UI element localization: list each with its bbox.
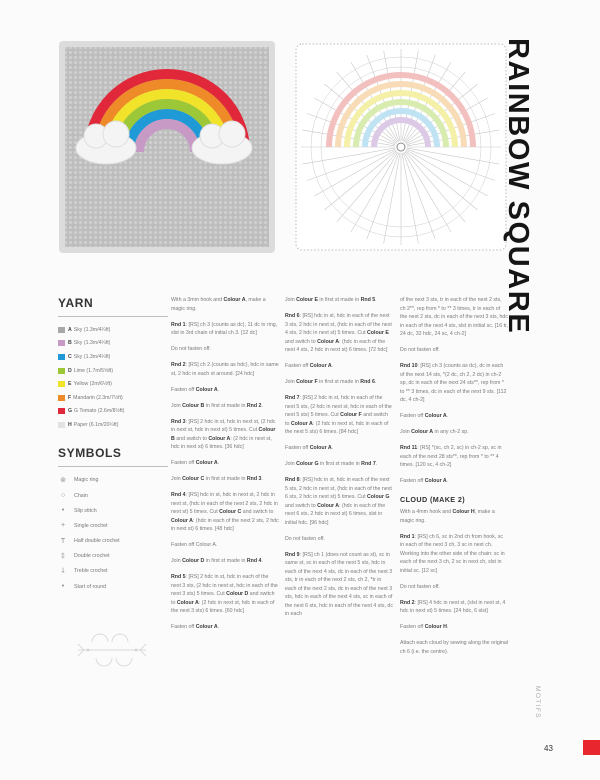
instruction-paragraph: Rnd 6: [RS] hdc in st, hdc in each of the next 3 sts, 2 hdc in next st, (hdc in each of the next 4 sts, 2 hdc in next st) 5 times. Cut Colour E and switch to Colour A: (hdc in each of the next 4 sts, 2 hdc in next st) 6 times. [72 hdc]	[285, 313, 392, 353]
cloud-chart-motif	[72, 630, 152, 670]
instruction-paragraph: Rnd 7: [RS] 2 hdc in st, hdc in each of the next 5 sts, (2 hdc in next st, hdc in each of the next 5 sts) 5 times. Cut Colour F and switch to Colour A: (2 hdc in next st, hdc in each of the next 5 sts) 6 times. [84 hdc]	[285, 395, 392, 435]
section-tab	[583, 740, 600, 755]
symbol-label: Treble crochet	[74, 568, 108, 575]
pattern-column-2	[285, 296, 393, 626]
yarn-swatch-icon	[58, 327, 65, 333]
stitch-symbol-icon: •	[61, 507, 65, 515]
stitch-symbol-icon: +	[60, 522, 66, 530]
instruction-paragraph: Fasten off Colour A.	[171, 624, 220, 630]
instruction-paragraph: Fasten off Colour A.	[285, 445, 334, 451]
instruction-paragraph: Rnd 4: [RS] hdc in st, hdc in next st, 2 hdc in next st, (hdc in each of the next 2 sts, 2 hdc in next st) 5 times. Cut Colour C and switch to Colour A: (hdc in each of the next 2 sts, 2 hdc in next st) 6 times. [48 hdc]	[171, 492, 279, 532]
yarn-swatch-icon	[58, 381, 65, 387]
instruction-paragraph: Fasten off Colour A.	[171, 386, 220, 393]
yarn-letter: G	[68, 408, 73, 415]
instruction-paragraph: Fasten off Colour A.	[171, 460, 220, 466]
yarn-item	[58, 418, 168, 432]
symbol-item	[58, 488, 168, 503]
stitch-symbol-icon: •	[61, 583, 65, 591]
instruction-paragraph: Join Colour C in first st made in Rnd 3.	[171, 476, 263, 482]
yarn-item	[58, 377, 168, 391]
symbol-label: Single crochet	[74, 522, 108, 529]
yarn-label: Sky (1.3m/4¼ft)	[73, 353, 111, 360]
symbol-label: Slip stitch	[74, 507, 97, 514]
yarn-letter: C	[68, 353, 72, 360]
stitch-symbol-icon: ○	[60, 492, 66, 500]
page-number: 43	[544, 744, 553, 753]
instruction-paragraph: Fasten off Colour A.	[285, 363, 334, 369]
crochet-chart-diagram	[292, 40, 510, 254]
instruction-paragraph: Rnd 9: [RS] ch 1 (does not count as st), sc in same st, sc in each of the next 5 sts, hdc in each of the next 4 sts, dc in each of the next 3 sts, tr in each of the next 2 sts, ch 2, *tr in each of the next 2 sts, dc in each of the next 3 sts, hdc in each of the next 4 sts, sc in each of the next 6 sts, hdc in each of the next 4 sts, dc in each	[285, 551, 393, 617]
yarn-swatch-icon	[58, 422, 65, 428]
yarn-label: G Tomato (2.6m/8½ft)	[74, 408, 125, 415]
symbol-item	[58, 518, 168, 533]
instruction-paragraph: Join Colour A in any ch-2 sp.	[400, 429, 469, 435]
yarn-swatch-icon	[58, 354, 65, 360]
instruction-paragraph: Join Colour B in first st made in Rnd 2.	[171, 402, 263, 409]
symbol-item	[58, 534, 168, 549]
yarn-letter: F	[68, 394, 72, 401]
stitch-symbol-icon: ⸸	[61, 567, 65, 575]
yarn-swatch-icon	[58, 340, 65, 346]
yarn-item	[58, 405, 168, 419]
yarn-swatch-icon	[58, 408, 65, 414]
yarn-item	[58, 364, 168, 378]
instruction-paragraph: Rnd 2: [RS] 4 hdc in next st, (slst in next st, 4 hdc in next st) 5 times. [24 hdc, 6 slst]	[400, 599, 506, 614]
yarn-label: Mandarin (2.3m/7½ft)	[73, 394, 123, 401]
yarn-item	[58, 337, 168, 351]
instruction-paragraph: Fasten off Colour H.	[400, 624, 449, 630]
yarn-label: Yellow (2m/6½ft)	[73, 381, 112, 388]
instruction-paragraph: Fasten off Colour A.	[400, 413, 449, 419]
yarn-label: Paper (6.1m/20¼ft)	[73, 421, 119, 428]
instruction-paragraph: Rnd 2: [RS] ch 2 (counts as hdc), hdc in same st, 2 hdc in each st around. [24 hdc]	[171, 362, 279, 377]
yarn-heading: YARN	[58, 296, 168, 317]
symbol-label: Magic ring	[74, 477, 99, 484]
materials-sidebar	[58, 296, 168, 594]
symbol-label: Chain	[74, 492, 88, 499]
instruction-paragraph: Fasten off Colour A.	[400, 478, 449, 484]
instruction-paragraph: Join Colour D in first st made in Rnd 4.	[171, 558, 263, 564]
yarn-item	[58, 350, 168, 364]
yarn-list	[58, 323, 168, 432]
symbol-label: Half double crochet	[74, 538, 120, 545]
instruction-paragraph: Do not fasten off.	[400, 583, 440, 590]
yarn-label: Lime (1.7m/5⅝ft)	[73, 367, 113, 374]
yarn-item	[58, 323, 168, 337]
instruction-paragraph: Attach each cloud by sewing along the original ch 6 (i.e. the centre).	[400, 640, 508, 655]
yarn-label: Sky (1.3m/4¼ft)	[73, 326, 111, 333]
instruction-paragraph: Do not fasten off.	[171, 346, 211, 352]
stitch-symbol-icon: ⊚	[60, 477, 66, 485]
instruction-paragraph: of the next 3 sts, tr in each of the next 2 sts, ch 2**, rep from * to ** 3 times, tr in each of the next 2 sts, dc in each of the next 3 sts, hdc in each of the next 4 sts, slst in initial sc. [16 tr, 24 dc, 32 hdc, 24 sc, 4 ch-2]	[400, 297, 508, 337]
instruction-paragraph: With a 4mm hook and Colour H, make a magic ring.	[400, 509, 495, 524]
symbols-list	[58, 473, 168, 595]
symbol-item	[58, 549, 168, 564]
instruction-paragraph: Rnd 10: [RS] ch 3 (counts as dc), dc in each of the next 14 sts, *(2 dc, ch 2, 2 dc) in ch-2 sp, dc in each of the next 24 sts**, rep from * to ** 3 times, dc in each of the next 9 sts. [112 dc, 4 ch-2]	[400, 363, 507, 403]
instruction-paragraph: Rnd 11: [RS] *(sc, ch 2, sc) in ch-2 sp, sc in each of the next 28 sts**, rep from * to ** 4 times. [120 sc, 4 ch-2]	[400, 445, 502, 468]
page-title: RAINBOW SQUARE	[502, 38, 534, 335]
symbol-label: Start of round	[74, 583, 107, 590]
pattern-column-3	[400, 296, 508, 664]
instruction-paragraph: With a 3mm hook and Colour A, make a magic ring.	[171, 297, 266, 312]
yarn-label: Sky (1.3m/4¼ft)	[73, 340, 111, 347]
yarn-letter: B	[68, 340, 72, 347]
symbol-item	[58, 473, 168, 488]
yarn-swatch-icon	[58, 368, 65, 374]
yarn-letter: A	[68, 326, 72, 333]
stitch-symbol-icon: ‡	[61, 552, 65, 560]
yarn-letter: H	[68, 421, 72, 428]
stitch-symbol-icon: T	[60, 537, 66, 545]
instruction-paragraph: Rnd 1: [RS] ch 6, sc in 2nd ch from hook, sc in each of the next 3 ch, 3 sc in next ch. Working into the other side of the chain: sc in each of the next 3 ch, 2 sc in next ch, slst in initial sc. [12 sc]	[400, 533, 505, 574]
yarn-letter: D	[68, 367, 72, 374]
instruction-paragraph: Join Colour G in first st made in Rnd 7.	[285, 461, 378, 467]
yarn-item	[58, 391, 168, 405]
symbol-item	[58, 579, 168, 594]
instruction-paragraph: Do not fasten off.	[400, 347, 440, 353]
symbol-item	[58, 503, 168, 518]
cloud-heading: CLOUD (MAKE 2)	[400, 494, 466, 504]
symbols-heading: SYMBOLS	[58, 446, 168, 467]
instruction-paragraph: Rnd 5: [RS] 2 hdc in st, hdc in each of the next 3 sts, (2 hdc in next st, hdc in each of the next 3 sts) 5 times. Cut Colour D and switch to Colour A: (2 hdc in next st, hdc in each of the next 3 sts) 6 times. [60 hdc]	[171, 574, 278, 614]
instruction-paragraph: Do not fasten off.	[285, 535, 325, 542]
yarn-letter: E	[68, 381, 72, 388]
symbol-label: Double crochet	[74, 553, 110, 560]
instruction-paragraph: Rnd 8: [RS] hdc in st, hdc in each of the next 5 sts, 2 hdc in next st, (hdc in each of the next 6 sts, 2 hdc in next st) 5 times. Cut Colour G and switch to Colour A: (hdc in each of the next 6 sts, 2 hdc in next st) 6 times, slst in initial hdc. [96 hdc]	[285, 477, 392, 526]
instruction-paragraph: Rnd 3: [RS] 2 hdc in st, hdc in next st, (2 hdc in next st, hdc in next st) 5 times. Cut Colour B and switch to Colour A: (2 hdc in next st, hdc in next st) 6 times. [36 hdc]	[171, 418, 276, 450]
section-label: MOTIFS	[534, 686, 541, 719]
pattern-column-1	[171, 296, 279, 639]
symbol-item	[58, 564, 168, 579]
yarn-swatch-icon	[58, 395, 65, 401]
instruction-paragraph: Rnd 1: [RS] ch 3 (counts as dc), 11 dc in ring, slst in 3rd chain of initial ch 3. [12 dc]	[171, 321, 278, 336]
rainbow-square-photo	[58, 40, 276, 254]
instruction-paragraph: Fasten off Colour A.	[171, 542, 218, 548]
instruction-paragraph: Join Colour F in first st made in Rnd 6.	[285, 379, 377, 385]
instruction-paragraph: Join Colour E in first st made in Rnd 5.	[285, 297, 377, 303]
